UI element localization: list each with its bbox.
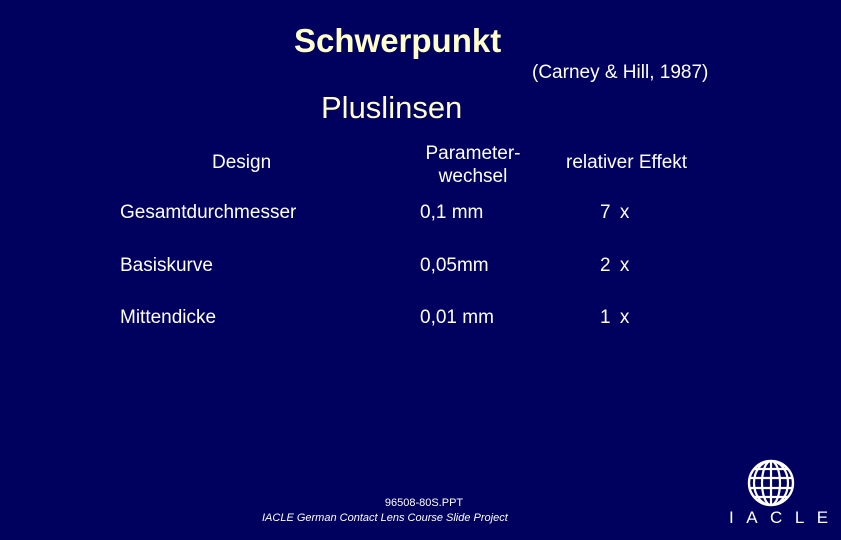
effect-value: 1 — [600, 307, 613, 328]
footer-filename: 96508-80S.PPT — [384, 497, 464, 509]
column-header-effect: relativer Effekt — [566, 152, 688, 173]
slide-title: Schwerpunkt — [294, 22, 502, 59]
slide-subtitle: Pluslinsen — [321, 90, 463, 125]
globe-icon — [746, 458, 796, 508]
table-cell-effect — [600, 202, 631, 224]
column-header-parameter-line2: wechsel — [438, 166, 508, 187]
table-cell-parameter: 0,05mm — [420, 255, 489, 276]
footer-project: IACLE German Contact Lens Course Slide Project — [262, 512, 508, 524]
effect-unit: x — [619, 307, 632, 328]
column-header-parameter — [414, 142, 532, 188]
logo-text: IACLE — [729, 508, 841, 527]
table-cell-effect — [600, 307, 631, 329]
effect-unit: x — [619, 202, 632, 223]
table-cell-design: Gesamtdurchmesser — [120, 202, 297, 223]
table-cell-parameter: 0,1 mm — [420, 202, 484, 223]
effect-unit: x — [619, 255, 632, 276]
table-cell-design: Mittendicke — [120, 307, 217, 328]
table-cell-design: Basiskurve — [120, 255, 213, 276]
effect-value: 2 — [600, 255, 613, 276]
effect-value: 7 — [600, 202, 613, 223]
table-cell-effect — [600, 255, 631, 277]
column-header-parameter-line1: Parameter- — [425, 143, 521, 164]
table-cell-parameter: 0,01 mm — [420, 307, 494, 328]
source-citation: (Carney & Hill, 1987) — [532, 62, 709, 83]
column-header-design: Design — [212, 152, 272, 173]
